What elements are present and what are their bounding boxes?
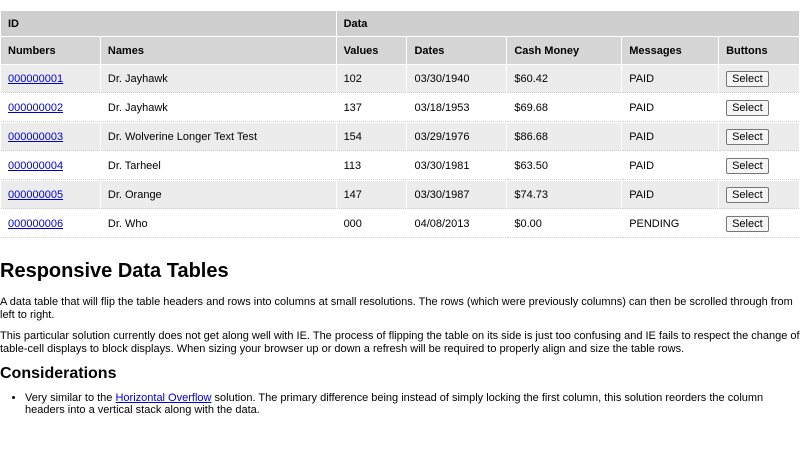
cell-value: 154 bbox=[337, 123, 407, 151]
data-table bbox=[0, 10, 800, 239]
ie-note-paragraph: This particular solution currently does not get along well with IE. The process of flipping the table on its side is just too confusing and IE fails to respect the change of table-cell displays to block displays. When sizing your browser up or down a refresh will be required to properly align and size the table rows. bbox=[0, 330, 800, 355]
select-button[interactable]: Select bbox=[726, 187, 769, 203]
number-link[interactable]: 000000001 bbox=[8, 72, 64, 85]
table-row bbox=[1, 181, 799, 209]
cell-cash: $69.68 bbox=[507, 94, 621, 122]
cell-message: PAID bbox=[622, 152, 718, 180]
cell-date: 03/30/1987 bbox=[407, 181, 506, 209]
cell-message: PAID bbox=[622, 65, 718, 93]
column-header-numbers: Numbers bbox=[1, 37, 100, 64]
cell-button bbox=[719, 181, 799, 209]
cell-name: Dr. Tarheel bbox=[101, 152, 336, 180]
number-link[interactable]: 000000002 bbox=[8, 101, 64, 114]
cell-date: 04/08/2013 bbox=[407, 210, 506, 238]
cell-cash: $63.50 bbox=[507, 152, 621, 180]
cell-cash: $60.42 bbox=[507, 65, 621, 93]
select-button[interactable]: Select bbox=[726, 100, 769, 116]
cell-date: 03/18/1953 bbox=[407, 94, 506, 122]
column-header-dates: Dates bbox=[407, 37, 506, 64]
column-header-cash-money: Cash Money bbox=[507, 37, 621, 64]
cell-number bbox=[1, 152, 100, 180]
bullet-text-before: Very similar to the bbox=[25, 392, 116, 404]
cell-message: PAID bbox=[622, 181, 718, 209]
cell-message: PAID bbox=[622, 94, 718, 122]
cell-message: PENDING bbox=[622, 210, 718, 238]
select-button[interactable]: Select bbox=[726, 158, 769, 174]
table-row bbox=[1, 152, 799, 180]
cell-value: 137 bbox=[337, 94, 407, 122]
select-button[interactable]: Select bbox=[726, 216, 769, 232]
table-row bbox=[1, 65, 799, 93]
considerations-heading: Considerations bbox=[0, 365, 117, 382]
table-row bbox=[1, 123, 799, 151]
number-link[interactable]: 000000006 bbox=[8, 217, 64, 230]
group-header-id: ID bbox=[1, 11, 336, 36]
cell-date: 03/30/1940 bbox=[407, 65, 506, 93]
cell-date: 03/30/1981 bbox=[407, 152, 506, 180]
table-row bbox=[1, 210, 799, 238]
cell-name: Dr. Wolverine Longer Text Test bbox=[101, 123, 336, 151]
cell-number bbox=[1, 94, 100, 122]
cell-value: 102 bbox=[337, 65, 407, 93]
considerations-list bbox=[0, 392, 800, 416]
bullet-text-after: solution. The primary difference being instead of simply locking the first column, this solution reorders the column headers into a vertical stack along with the data. bbox=[25, 392, 764, 416]
list-item bbox=[25, 392, 800, 416]
cell-value: 147 bbox=[337, 181, 407, 209]
number-link[interactable]: 000000004 bbox=[8, 159, 64, 172]
article bbox=[0, 258, 800, 416]
cell-name: Dr. Orange bbox=[101, 181, 336, 209]
cell-number bbox=[1, 123, 100, 151]
select-button[interactable]: Select bbox=[726, 71, 769, 87]
cell-cash: $74.73 bbox=[507, 181, 621, 209]
cell-name: Dr. Jayhawk bbox=[101, 94, 336, 122]
number-link[interactable]: 000000003 bbox=[8, 130, 64, 143]
column-header-row bbox=[1, 37, 799, 64]
cell-name: Dr. Who bbox=[101, 210, 336, 238]
cell-number bbox=[1, 181, 100, 209]
cell-cash: $86.68 bbox=[507, 123, 621, 151]
horizontal-overflow-link[interactable]: Horizontal Overflow bbox=[115, 392, 212, 404]
cell-button bbox=[719, 210, 799, 238]
cell-cash: $0.00 bbox=[507, 210, 621, 238]
column-header-names: Names bbox=[101, 37, 336, 64]
cell-button bbox=[719, 123, 799, 151]
number-link[interactable]: 000000005 bbox=[8, 188, 64, 201]
cell-value: 113 bbox=[337, 152, 407, 180]
cell-number bbox=[1, 210, 100, 238]
cell-message: PAID bbox=[622, 123, 718, 151]
cell-button bbox=[719, 94, 799, 122]
group-header-data: Data bbox=[337, 11, 799, 36]
cell-date: 03/29/1976 bbox=[407, 123, 506, 151]
cell-value: 000 bbox=[337, 210, 407, 238]
group-header-row bbox=[1, 11, 799, 36]
column-header-values: Values bbox=[337, 37, 407, 64]
intro-paragraph: A data table that will flip the table headers and rows into columns at small resolutions. The rows (which were previously columns) can then be scrolled through from left to right. bbox=[0, 296, 793, 321]
cell-number bbox=[1, 65, 100, 93]
cell-button bbox=[719, 65, 799, 93]
select-button[interactable]: Select bbox=[726, 129, 769, 145]
cell-name: Dr. Jayhawk bbox=[101, 65, 336, 93]
column-header-buttons: Buttons bbox=[719, 37, 799, 64]
table-row bbox=[1, 94, 799, 122]
cell-button bbox=[719, 152, 799, 180]
column-header-messages: Messages bbox=[622, 37, 718, 64]
page-title: Responsive Data Tables bbox=[0, 260, 229, 282]
